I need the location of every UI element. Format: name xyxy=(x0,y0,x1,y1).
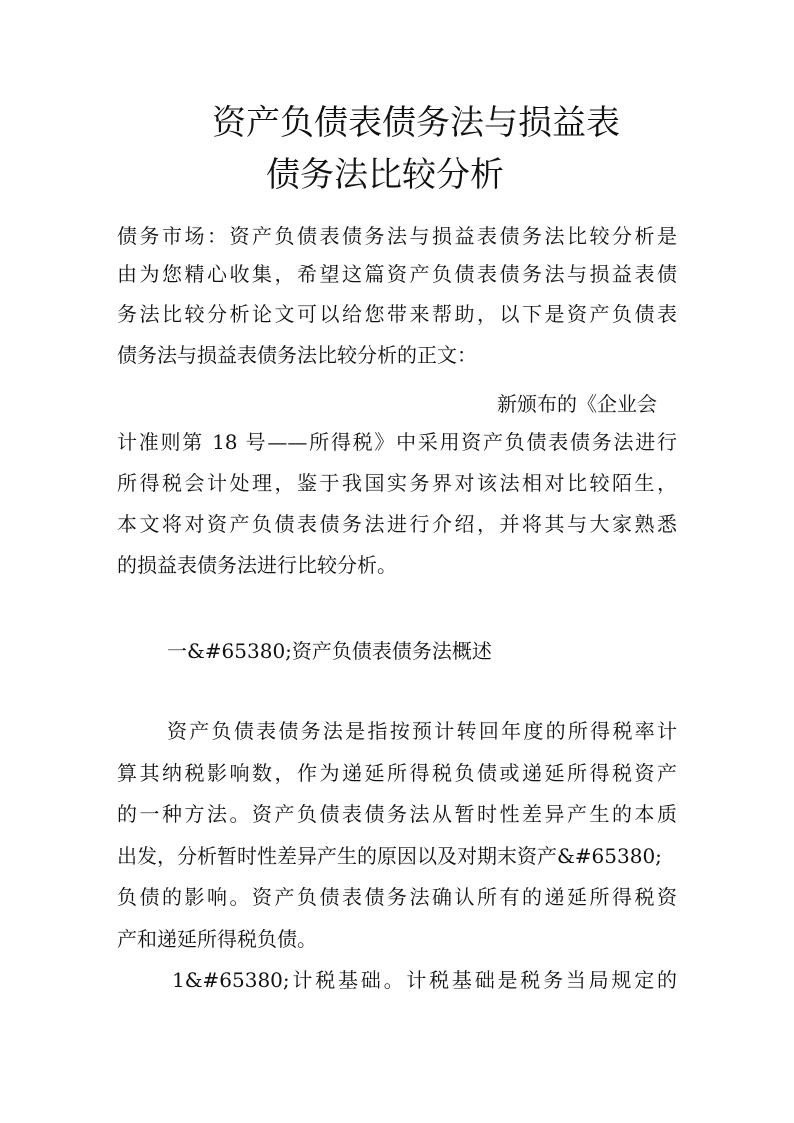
para3-line-1: 1&#65380;计税基础。计税基础是税务当局规定的 xyxy=(172,968,677,992)
para2-line-3: 的一种方法。资产负债表债务法从暂时性差异产生的本质 xyxy=(117,802,677,826)
para1-line-2: 计准则第 18 号——所得税》中采用资产负债表债务法进行 xyxy=(117,430,677,454)
para1-line-5: 的损益表债务法进行比较分析。 xyxy=(117,553,397,577)
para1-line-4: 本文将对资产负债表债务法进行介绍，并将其与大家熟悉 xyxy=(117,512,677,536)
para1-line-1: 新颁布的《企业会 xyxy=(497,392,657,416)
document-title-line-1: 资产负债表债务法与损益表 xyxy=(212,103,620,143)
para2-line-1: 资产负债表债务法是指按预计转回年度的所得税率计 xyxy=(167,719,677,743)
para2-line-4: 出发，分析暂时性差异产生的原因以及对期末资产&#65380; xyxy=(117,844,662,868)
intro-line-1: 债务市场：资产负债表债务法与损益表债务法比较分析是 xyxy=(117,224,677,248)
para2-line-6: 产和递延所得税负债。 xyxy=(117,927,317,951)
document-title-line-2: 债务法比较分析 xyxy=(266,155,504,195)
intro-line-2: 由为您精心收集，希望这篇资产负债表债务法与损益表债 xyxy=(117,262,677,286)
section-heading: 一&#65380;资产负债表债务法概述 xyxy=(167,639,492,663)
intro-line-4: 债务法与损益表债务法比较分析的正文： xyxy=(117,343,477,367)
intro-line-3: 务法比较分析论文可以给您带来帮助，以下是资产负债表 xyxy=(117,302,677,326)
para2-line-5: 负债的影响。资产负债表债务法确认所有的递延所得税资 xyxy=(117,885,677,909)
para2-line-2: 算其纳税影响数，作为递延所得税负债或递延所得税资产 xyxy=(117,761,677,785)
para1-line-3: 所得税会计处理，鉴于我国实务界对该法相对比较陌生， xyxy=(117,471,677,495)
